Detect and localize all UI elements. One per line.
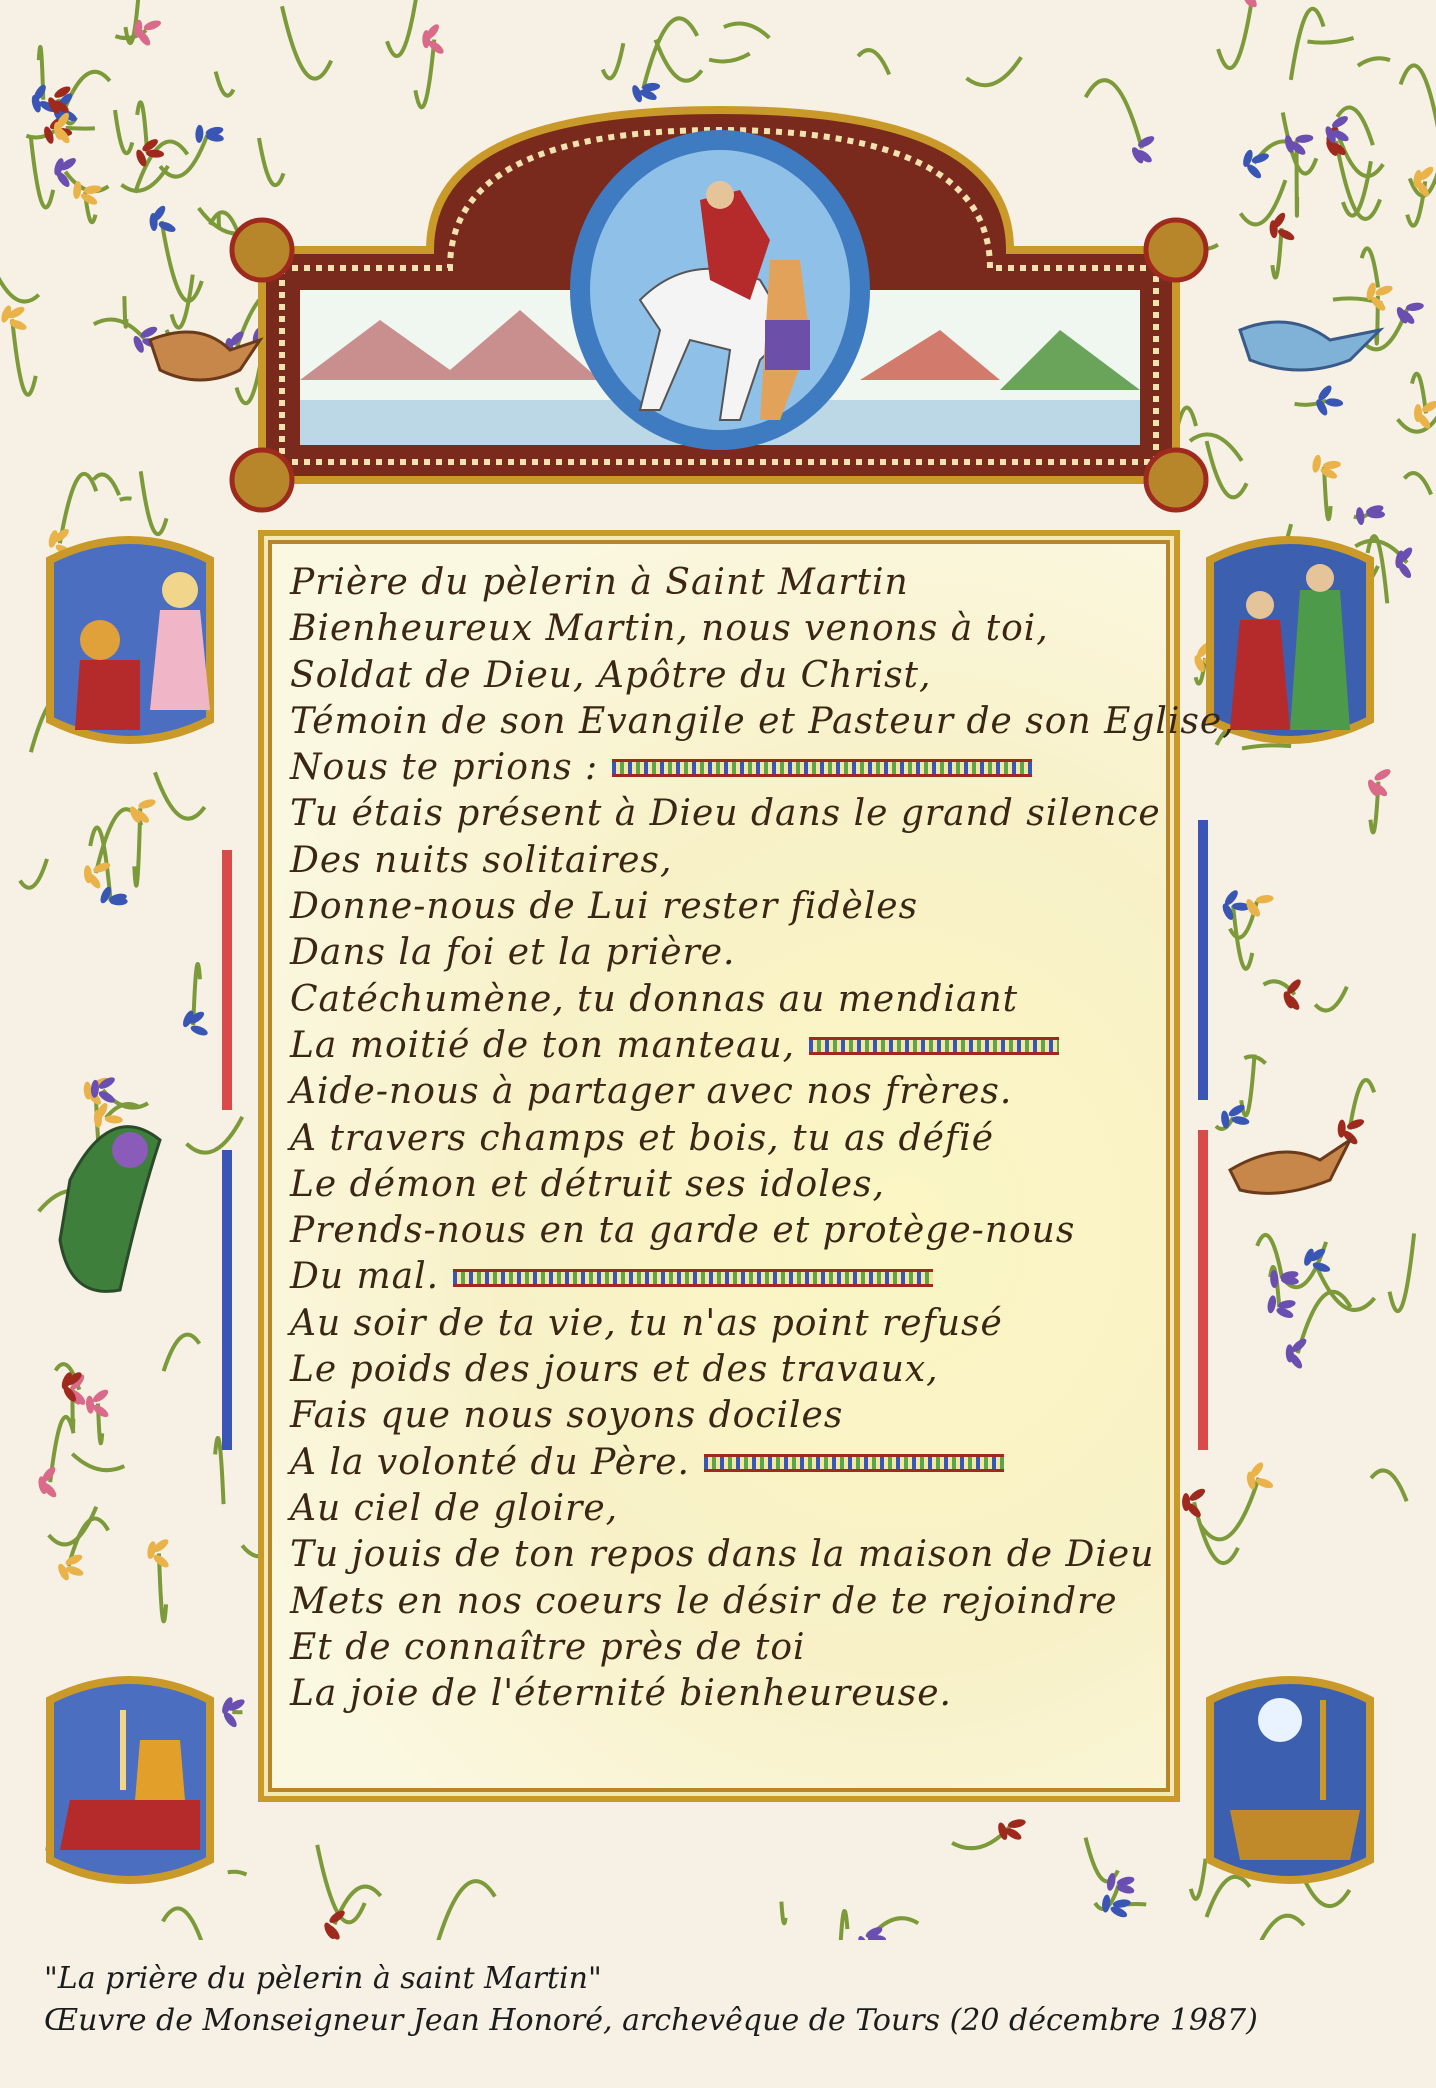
vine-tendril (31, 137, 53, 207)
prayer-line-text: Tu jouis de ton repos dans la maison de Dieu (290, 1534, 1155, 1576)
prayer-line-text: A travers champs et bois, tu as défié (290, 1117, 995, 1159)
flower-petal (1355, 507, 1365, 526)
prayer-line (290, 1347, 1160, 1393)
flower-ornament (1241, 149, 1270, 181)
vine-tendril (94, 474, 120, 495)
vine-tendril (967, 57, 1022, 85)
vine-tendril (162, 221, 202, 301)
vine-tendril (1191, 1859, 1206, 1899)
flower-ornament (128, 798, 157, 826)
vine-tendril (858, 50, 889, 74)
prayer-line-text: Au soir de ta vie, tu n'as point refusé (290, 1302, 1003, 1344)
prayer-line (290, 1023, 1160, 1069)
prayer-line (290, 1440, 1160, 1486)
flower-petal (189, 1024, 209, 1038)
vine-tendril (187, 1117, 243, 1153)
flower-petal (1241, 149, 1254, 169)
flower-petal (195, 125, 204, 143)
flower-ornament (1244, 894, 1274, 919)
prayer-line-text: Au ciel de gloire, (290, 1487, 619, 1529)
prayer-line (290, 1579, 1160, 1625)
vine-tendril (1298, 1292, 1351, 1353)
vine-tendril (164, 1335, 200, 1371)
prayer-line (290, 1301, 1160, 1347)
bird-top-left (150, 332, 260, 380)
vine-tendril (724, 23, 769, 37)
prayer-line-text: Prière du pèlerin à Saint Martin (290, 562, 909, 603)
prayer-line (290, 884, 1160, 930)
prayer-line (290, 745, 1160, 791)
prayer-line-text: Du mal. (290, 1256, 440, 1298)
prayer-line (290, 1625, 1160, 1671)
vine-tendril (656, 40, 702, 81)
vine-tendril (438, 1881, 495, 1940)
vine-tendril (1390, 1233, 1415, 1311)
vine-tendril (387, 0, 416, 56)
vine-tendril (643, 18, 697, 88)
flower-petal (1311, 454, 1322, 473)
vine-tendril (155, 772, 205, 818)
prayer-line-text: La moitié de ton manteau, (290, 1024, 796, 1066)
flower-ornament (1130, 134, 1156, 165)
flower-petal (422, 30, 430, 48)
flower-petal (1188, 1486, 1207, 1503)
prayer-line (290, 1208, 1160, 1254)
vine-tendril (1086, 80, 1142, 148)
prayer-line-text: Fais que nous soyons dociles (290, 1395, 844, 1437)
vine-tendril (1371, 1470, 1407, 1501)
prayer-line (290, 653, 1160, 699)
prayer-line-text: Prends-nous en ta garde et protège-nous (290, 1210, 1076, 1252)
prayer-line (290, 1069, 1160, 1115)
prayer-line-text: Tu étais présent à Dieu dans le grand silence (290, 793, 1161, 835)
flower-ornament (195, 125, 224, 143)
vine-tendril (20, 859, 47, 888)
line-filler-ornament (704, 1454, 1004, 1472)
prayer-line (290, 606, 1160, 652)
flower-ornament (37, 1465, 59, 1500)
bird-right-margin (1230, 1140, 1350, 1193)
bird-top-right (1240, 322, 1380, 370)
prayer-line (290, 977, 1160, 1023)
flower-petal (1373, 767, 1393, 783)
prayer-line-text: Bienheureux Martin, nous venons à toi, (290, 608, 1049, 650)
flower-ornament (1355, 503, 1385, 525)
vine-tendril (1358, 58, 1390, 66)
vine-tendril (1404, 473, 1431, 494)
line-filler-ornament (809, 1037, 1059, 1055)
vine-tendril (1315, 987, 1347, 1011)
vignette-deathbed (50, 1680, 210, 1880)
border-rule-left (222, 850, 232, 1450)
prayer-line (290, 1671, 1160, 1717)
vine-tendril (1362, 248, 1378, 287)
border-rule-right (1198, 820, 1208, 1450)
caption (44, 1958, 1424, 2042)
prayer-line-text: Témoin de son Evangile et Pasteur de son Eglise, (290, 700, 1235, 742)
caption-credit: Œuvre de Monseigneur Jean Honoré, archevêque de Tours (20 décembre 1987) (44, 2003, 1258, 2038)
prayer-line (290, 1393, 1160, 1439)
vine-tendril (0, 274, 39, 301)
flower-ornament (630, 82, 660, 103)
prayer-line-text: La joie de l'éternité bienheureuse. (290, 1673, 952, 1715)
prayer-line (290, 699, 1235, 745)
vine-tendril (415, 40, 434, 108)
prayer-line (290, 1116, 1160, 1162)
vine-tendril (72, 1454, 124, 1470)
vine-tendril (120, 498, 132, 500)
vine-tendril (1307, 38, 1353, 43)
vine-tendril (66, 128, 95, 129)
vine-tendril (1242, 745, 1291, 748)
flower-ornament (1395, 302, 1425, 327)
vine-tendril (1255, 1916, 1304, 1940)
prayer-line-text: Des nuits solitaires, (290, 839, 673, 881)
vine-tendril (228, 1872, 247, 1875)
vine-tendril (1207, 1877, 1250, 1917)
prayer-line-text: Catéchumène, tu donnas au mendiant (290, 978, 1019, 1020)
vine-tendril (781, 1902, 785, 1924)
vine-tendril (65, 72, 110, 109)
prayer-line-text: A la volonté du Père. (290, 1441, 691, 1483)
flower-ornament (1240, 0, 1269, 9)
prayer-line-text: Et de connaître près de toi (290, 1626, 806, 1668)
prayer-line-text: Nous te prions : (290, 747, 599, 789)
vine-tendril (94, 320, 144, 339)
vine-tendril (603, 43, 624, 78)
vine-tendril (12, 319, 36, 394)
vignette-tomb (1210, 1680, 1370, 1880)
prayer-line-text: Le poids des jours et des travaux, (290, 1349, 939, 1391)
flower-ornament (1266, 1295, 1296, 1320)
prayer-line-text: Donne-nous de Lui rester fidèles (290, 886, 919, 928)
peacock (60, 1127, 160, 1292)
vine-tendril (839, 1911, 848, 1940)
vine-tendril (163, 1908, 208, 1940)
prayer-line (290, 560, 1160, 606)
vine-tendril (49, 1507, 97, 1545)
flower-ornament (1286, 1336, 1309, 1370)
flower-ornament (1101, 1894, 1131, 1919)
line-filler-ornament (612, 759, 1032, 777)
prayer-line-text: Dans la foi et la prière. (290, 932, 736, 974)
line-filler-ornament (453, 1269, 933, 1287)
vine-tendril (1207, 441, 1247, 497)
vine-tendril (115, 110, 132, 153)
vine-tendril (709, 54, 750, 62)
flower-petal (91, 1387, 110, 1404)
header-miniature (232, 110, 1206, 510)
prayer-line (290, 838, 1160, 884)
vine-tendril (216, 72, 234, 96)
prayer-line-text: Le démon et détruit ses idoles, (290, 1163, 885, 1205)
vine-tendril (1218, 0, 1253, 68)
vine-tendril (1401, 65, 1436, 141)
prayer-line (290, 1486, 1160, 1532)
prayer-line (290, 1254, 1160, 1300)
flower-ornament (1106, 1872, 1136, 1895)
vine-tendril (259, 138, 284, 185)
prayer-line-text: Aide-nous à partager avec nos frères. (290, 1071, 1013, 1113)
flower-ornament (996, 1818, 1026, 1842)
vine-tendril (141, 471, 167, 534)
flower-petal (1266, 1295, 1277, 1314)
vignette-angel (50, 540, 210, 740)
prayer-line-text: Mets en nos coeurs le désir de te rejoindre (290, 1580, 1118, 1622)
flower-petal (1325, 398, 1344, 408)
prayer-line (290, 930, 1160, 976)
vine-tendril (124, 296, 126, 327)
flower-petal (1182, 1493, 1190, 1511)
prayer-line (290, 791, 1160, 837)
prayer-line-text: Soldat de Dieu, Apôtre du Christ, (290, 654, 932, 696)
prayer-text (290, 560, 1235, 1717)
flower-ornament (1314, 383, 1344, 417)
caption-title: "La prière du pèlerin à saint Martin" (44, 1961, 602, 1996)
flower-ornament (1246, 1460, 1275, 1490)
vine-tendril (282, 6, 331, 78)
prayer-line (290, 1162, 1160, 1208)
flower-ornament (98, 885, 127, 905)
prayer-line (290, 1532, 1160, 1578)
flower-ornament (133, 18, 162, 47)
